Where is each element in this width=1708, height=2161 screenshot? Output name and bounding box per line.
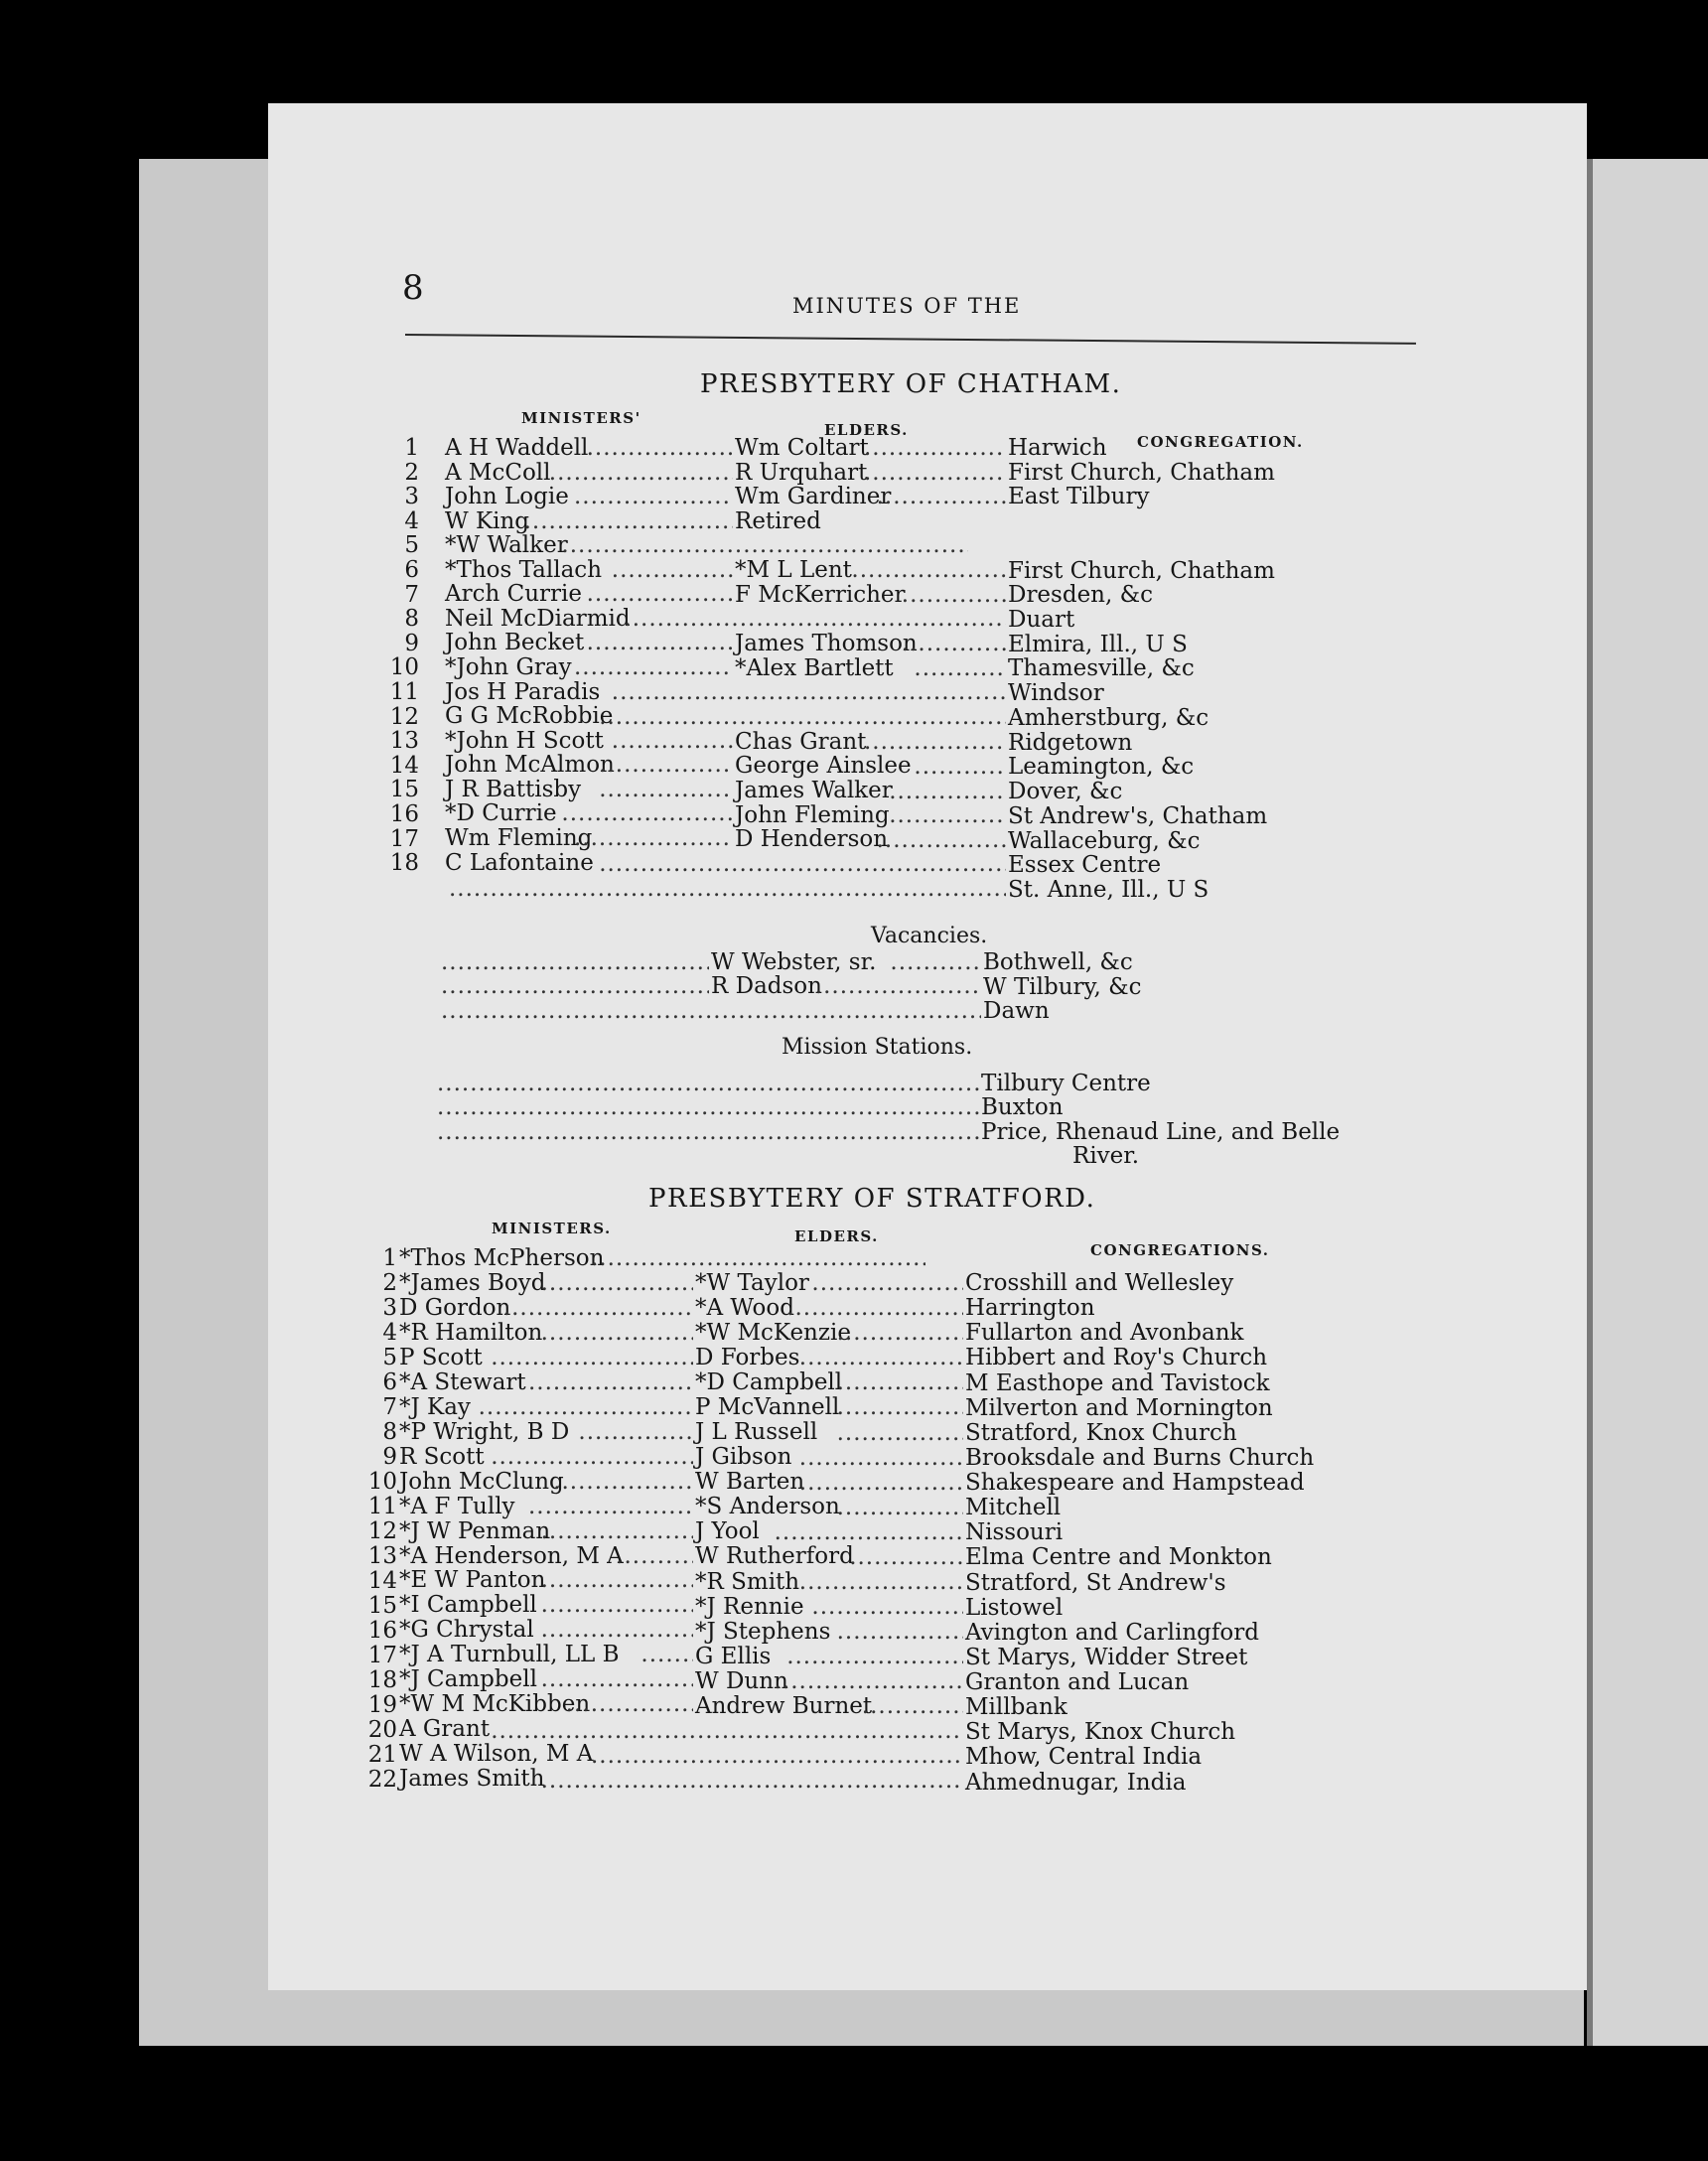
row-number: 10 xyxy=(367,1468,397,1495)
dot-leader xyxy=(599,779,733,801)
dot-leader xyxy=(441,975,709,998)
congregation-name: Mitchell xyxy=(965,1495,1062,1521)
dot-leader xyxy=(599,706,1006,729)
elder-name: W Webster, sr. xyxy=(711,949,877,975)
row-number: 6 xyxy=(382,1369,397,1395)
minister-name: J R Battisby xyxy=(445,776,582,802)
row-number: 8 xyxy=(404,606,419,633)
dot-leader xyxy=(837,1497,963,1519)
dot-leader xyxy=(889,781,1006,803)
running-head: MINUTES OF THE xyxy=(792,294,1022,318)
congregation-name: Avington and Carlingford xyxy=(965,1619,1259,1646)
dot-leader xyxy=(902,633,1006,655)
dot-leader xyxy=(612,559,733,582)
stratford-title: PRESBYTERY OF STRATFORD. xyxy=(648,1184,1096,1214)
dot-leader xyxy=(528,1496,693,1518)
row-number: 7 xyxy=(382,1393,397,1420)
dot-leader xyxy=(591,1247,925,1270)
congregation-name: St. Anne, Ill., U S xyxy=(1008,876,1210,903)
minister-name: *E W Panton xyxy=(399,1567,546,1594)
row-number: 13 xyxy=(367,1542,397,1569)
congregation-name: M Easthope and Tavistock xyxy=(965,1369,1270,1396)
dot-leader xyxy=(561,534,968,557)
dot-leader xyxy=(578,1421,693,1444)
dot-leader xyxy=(524,510,733,533)
minister-name: *D Currie xyxy=(445,800,557,827)
dot-leader xyxy=(914,756,1006,779)
elder-name: W Rutherford xyxy=(695,1543,854,1570)
elder-name: F McKerricher xyxy=(735,581,906,608)
dot-leader xyxy=(877,829,1006,852)
congregation-name: Buxton xyxy=(981,1094,1064,1121)
elder-name: D Forbes xyxy=(695,1345,800,1371)
minister-name: *J W Penman xyxy=(399,1517,551,1544)
dot-leader xyxy=(437,1121,979,1144)
dot-leader xyxy=(587,437,733,460)
congregation-name: Stratford, Knox Church xyxy=(965,1419,1237,1446)
congregation-name: Ridgetown xyxy=(1008,729,1133,756)
row-number: 15 xyxy=(389,777,419,803)
dot-leader xyxy=(811,1596,963,1619)
congregation-name: Wallaceburg, &c xyxy=(1008,827,1201,854)
congregation-name: Amherstburg, &c xyxy=(1008,704,1210,731)
dot-leader xyxy=(561,802,733,825)
congregation-name: St Andrew's, Chatham xyxy=(1008,802,1268,829)
row-number: 12 xyxy=(389,703,419,730)
elder-name: *D Campbell xyxy=(695,1369,843,1396)
row-number: 4 xyxy=(382,1319,397,1346)
dot-leader xyxy=(624,608,1006,631)
elder-name: *Alex Bartlett xyxy=(735,654,894,681)
minister-name: *Thos McPherson xyxy=(399,1245,605,1271)
elder-name: *R Smith xyxy=(695,1568,800,1595)
congregation-name: Thamesville, &c xyxy=(1008,655,1195,682)
minister-name: *J Campbell xyxy=(399,1666,537,1693)
row-number: 20 xyxy=(367,1716,397,1743)
minister-name: A H Waddell xyxy=(445,435,589,461)
dot-leader xyxy=(541,1520,693,1543)
dot-leader xyxy=(528,1371,693,1394)
row-number: 5 xyxy=(382,1344,397,1370)
dot-leader xyxy=(877,486,1006,508)
dot-leader xyxy=(587,583,733,606)
congregation-name: Hibbert and Roy's Church xyxy=(965,1345,1268,1371)
row-number: 19 xyxy=(367,1691,397,1718)
row-number: 18 xyxy=(367,1666,397,1693)
congregation-name: St Marys, Knox Church xyxy=(965,1719,1236,1746)
minister-name: John McAlmon xyxy=(445,752,615,779)
congregation-name: Nissouri xyxy=(965,1519,1064,1546)
dot-leader xyxy=(786,1297,963,1320)
congregation-name: East Tilbury xyxy=(1008,484,1150,510)
dot-leader xyxy=(587,632,733,654)
minister-name: John McClung xyxy=(399,1468,564,1495)
congregation-name: Windsor xyxy=(1008,680,1104,707)
dot-leader xyxy=(851,559,1006,582)
congregation-name: Mhow, Central India xyxy=(965,1744,1203,1771)
elder-name: *J Stephens xyxy=(695,1618,831,1645)
congregation-name: Leamington, &c xyxy=(1008,754,1195,781)
row-number: 1 xyxy=(382,1245,397,1271)
row-number: 2 xyxy=(404,459,419,486)
minister-name: *I Campbell xyxy=(399,1592,537,1619)
minister-name: Wm Fleming xyxy=(445,824,593,851)
congregation-name: Fullarton and Avonbank xyxy=(965,1320,1244,1347)
elder-name: James Thomson xyxy=(735,631,918,657)
dot-leader xyxy=(775,1670,963,1693)
dot-leader xyxy=(574,486,733,508)
minister-name: *P Wright, B D xyxy=(399,1418,570,1445)
dot-leader xyxy=(864,437,1006,460)
row-number: 14 xyxy=(389,752,419,779)
row-number: 16 xyxy=(367,1618,397,1644)
dot-leader xyxy=(553,1471,693,1494)
dot-leader xyxy=(862,1695,963,1718)
minister-name: Neil McDiarmid xyxy=(445,605,631,632)
page-fold-line xyxy=(1587,159,1593,2046)
minister-name: P Scott xyxy=(399,1344,483,1370)
congregation-name: Ahmednugar, India xyxy=(965,1769,1187,1796)
dot-leader xyxy=(541,1272,693,1295)
row-number: 15 xyxy=(367,1592,397,1619)
congregation-name: Milverton and Mornington xyxy=(965,1394,1273,1421)
minister-name: R Scott xyxy=(399,1443,485,1470)
dot-leader xyxy=(799,1571,963,1594)
dot-leader xyxy=(503,1297,693,1320)
minister-name: *G Chrystal xyxy=(399,1617,534,1644)
minister-name: A Grant xyxy=(399,1716,491,1743)
congregation-name: First Church, Chatham xyxy=(1008,557,1275,584)
minister-name: *A Stewart xyxy=(399,1369,526,1395)
row-number: 22 xyxy=(367,1766,397,1793)
minister-name: *J A Turnbull, LL B xyxy=(399,1642,620,1668)
dot-leader xyxy=(541,1322,693,1345)
row-number: 9 xyxy=(404,630,419,656)
dot-leader xyxy=(591,1745,963,1768)
dot-leader xyxy=(541,1619,693,1642)
minister-name: James Smith xyxy=(399,1766,545,1793)
vacancies-heading: Vacancies. xyxy=(871,924,988,948)
dot-leader xyxy=(541,1770,963,1793)
row-number: 16 xyxy=(389,801,419,827)
dot-leader xyxy=(541,1668,693,1691)
elder-name: P McVannell xyxy=(695,1394,840,1421)
row-number: 1 xyxy=(404,435,419,461)
dot-leader xyxy=(837,1371,963,1394)
chatham-col-elders: ELDERS. xyxy=(824,421,909,439)
next-page-edge xyxy=(1587,159,1708,2046)
dot-leader xyxy=(837,1322,963,1345)
minister-name: *W Walker xyxy=(445,532,568,559)
congregation-name: Brooksdale and Burns Church xyxy=(965,1444,1315,1471)
congregation-name: Elma Centre and Monkton xyxy=(965,1544,1272,1571)
elder-name: *W McKenzie xyxy=(695,1320,851,1347)
elder-name: J Yool xyxy=(695,1518,760,1545)
congregation-name: Dresden, &c xyxy=(1008,582,1153,609)
congregation-name: St Marys, Widder Street xyxy=(965,1644,1248,1670)
congregation-name: Harwich xyxy=(1008,435,1107,461)
elder-name: Chas Grant xyxy=(735,728,867,755)
minister-name: G G McRobbie xyxy=(445,703,614,730)
dot-leader xyxy=(479,1396,693,1419)
congregation-name: Duart xyxy=(1008,607,1075,634)
dot-leader xyxy=(815,975,981,998)
stratford-col-elders: ELDERS. xyxy=(794,1227,879,1245)
row-number: 5 xyxy=(404,532,419,559)
elder-name: *A Wood xyxy=(695,1295,794,1322)
minister-name: W King xyxy=(445,507,530,534)
dot-leader xyxy=(541,1594,693,1617)
dot-leader xyxy=(849,1546,963,1569)
dot-leader xyxy=(549,462,733,485)
elder-name: Andrew Burnet xyxy=(695,1692,873,1719)
congregation-name: Dover, &c xyxy=(1008,779,1123,805)
row-number: 18 xyxy=(389,850,419,877)
minister-name: John Becket xyxy=(445,630,585,656)
row-number: 6 xyxy=(404,557,419,583)
row-number: 8 xyxy=(382,1418,397,1445)
congregation-name: Bothwell, &c xyxy=(983,949,1133,975)
dot-leader xyxy=(799,1447,963,1470)
dot-leader xyxy=(612,681,1006,704)
minister-name: *John H Scott xyxy=(445,727,604,754)
minister-name: *W M McKibben xyxy=(399,1691,591,1718)
elder-name: R Dadson xyxy=(711,973,822,1000)
dot-leader xyxy=(599,853,1006,876)
row-number: 9 xyxy=(382,1443,397,1470)
minister-name: *A Henderson, M A xyxy=(399,1542,624,1569)
elder-name: Wm Gardiner xyxy=(735,484,892,510)
dot-leader xyxy=(837,1621,963,1644)
row-number: 11 xyxy=(389,679,419,705)
chatham-col-congregation: CONGREGATION. xyxy=(1137,433,1304,451)
row-number: 3 xyxy=(404,484,419,510)
minister-name: John Logie xyxy=(445,484,569,510)
dot-leader xyxy=(616,1545,693,1568)
mission-stations-heading: Mission Stations. xyxy=(782,1035,973,1060)
dot-leader xyxy=(574,656,733,679)
elder-name: G Ellis xyxy=(695,1643,772,1669)
row-number: 17 xyxy=(367,1642,397,1668)
page-number: 8 xyxy=(402,268,424,308)
row-number: 21 xyxy=(367,1742,397,1768)
dot-leader xyxy=(914,657,1006,680)
congregation-name: Harrington xyxy=(965,1295,1095,1322)
elder-name: W Dunn xyxy=(695,1667,788,1694)
congregation-name: Essex Centre xyxy=(1008,852,1162,879)
elder-name: R Urquhart xyxy=(735,459,868,486)
row-number: 3 xyxy=(382,1294,397,1321)
congregation-name: Millbank xyxy=(965,1694,1068,1721)
elder-name: *W Taylor xyxy=(695,1270,809,1297)
row-number: 17 xyxy=(389,825,419,852)
congregation-name: Tilbury Centre xyxy=(981,1071,1151,1096)
minister-name: *J Kay xyxy=(399,1393,471,1420)
stratford-col-ministers: MINISTERS. xyxy=(492,1220,612,1237)
congregation-name: Dawn xyxy=(983,998,1050,1025)
dot-leader xyxy=(441,951,709,974)
elder-name: James Walker xyxy=(735,777,893,803)
dot-leader xyxy=(890,951,981,974)
elder-name: J Gibson xyxy=(695,1444,792,1471)
dot-leader xyxy=(775,1521,963,1544)
dot-leader xyxy=(811,1272,963,1295)
congregation-name: First Church, Chatham xyxy=(1008,459,1275,486)
dot-leader xyxy=(491,1446,693,1469)
congregation-name: W Tilbury, &c xyxy=(983,973,1142,1000)
congregation-name: River. xyxy=(1072,1143,1140,1170)
row-number: 12 xyxy=(367,1517,397,1544)
dot-leader xyxy=(837,1422,963,1445)
elder-name: *M L Lent xyxy=(735,557,852,584)
elder-name: John Fleming xyxy=(735,801,890,828)
minister-name: Jos H Paradis xyxy=(445,678,601,705)
dot-leader xyxy=(902,584,1006,607)
dot-leader xyxy=(786,1646,963,1668)
row-number: 7 xyxy=(404,581,419,608)
chatham-col-ministers: MINISTERS' xyxy=(521,409,641,427)
row-number: 13 xyxy=(389,728,419,755)
elder-name: Retired xyxy=(735,507,821,534)
dot-leader xyxy=(799,1472,963,1495)
congregation-name: Listowel xyxy=(965,1594,1064,1621)
dot-leader xyxy=(491,1347,693,1369)
elder-name: W Barten xyxy=(695,1469,805,1496)
dot-leader xyxy=(799,1347,963,1369)
dot-leader xyxy=(437,1096,979,1119)
dot-leader xyxy=(566,1693,693,1716)
dot-leader xyxy=(599,754,733,777)
dot-leader xyxy=(889,804,1006,827)
dot-leader xyxy=(441,1000,981,1023)
elder-name: *S Anderson xyxy=(695,1494,840,1520)
row-number: 10 xyxy=(389,654,419,681)
congregation-name: Shakespeare and Hampstead xyxy=(965,1470,1305,1497)
row-number: 4 xyxy=(404,507,419,534)
congregation-name: Elmira, Ill., U S xyxy=(1008,631,1188,657)
minister-name: *James Boyd xyxy=(399,1269,546,1296)
elder-name: D Henderson xyxy=(735,826,889,853)
minister-name: W A Wilson, M A xyxy=(399,1741,594,1768)
elder-name: J L Russell xyxy=(695,1419,818,1446)
dot-leader xyxy=(437,1073,979,1095)
elder-name: Wm Coltart xyxy=(735,435,869,461)
dot-leader xyxy=(640,1644,693,1666)
chatham-title: PRESBYTERY OF CHATHAM. xyxy=(700,369,1122,399)
dot-leader xyxy=(864,731,1006,754)
row-number: 2 xyxy=(382,1269,397,1296)
minister-name: *Thos Tallach xyxy=(445,556,603,583)
congregation-name: Crosshill and Wellesley xyxy=(965,1270,1234,1297)
minister-name: *R Hamilton xyxy=(399,1319,543,1346)
congregation-name: Granton and Lucan xyxy=(965,1669,1190,1696)
congregation-name: Price, Rhenaud Line, and Belle xyxy=(981,1118,1341,1145)
minister-name: C Lafontaine xyxy=(445,849,594,876)
dot-leader xyxy=(541,1569,693,1592)
elder-name: *J Rennie xyxy=(695,1593,804,1620)
minister-name: A McColl xyxy=(445,459,551,486)
dot-leader xyxy=(574,827,733,850)
dot-leader xyxy=(612,730,733,753)
stratford-col-congregations: CONGREGATIONS. xyxy=(1090,1241,1270,1259)
elder-name: George Ainslee xyxy=(735,753,912,780)
minister-name: Arch Currie xyxy=(445,581,582,608)
dot-leader xyxy=(864,462,1006,485)
row-number: 14 xyxy=(367,1567,397,1594)
minister-name: D Gordon xyxy=(399,1294,511,1321)
dot-leader xyxy=(491,1720,963,1743)
minister-name: *A F Tully xyxy=(399,1493,515,1519)
dot-leader xyxy=(449,878,1006,901)
congregation-name: Stratford, St Andrew's xyxy=(965,1569,1226,1596)
dot-leader xyxy=(837,1396,963,1419)
row-number: 11 xyxy=(367,1494,397,1519)
minister-name: *John Gray xyxy=(445,654,572,681)
